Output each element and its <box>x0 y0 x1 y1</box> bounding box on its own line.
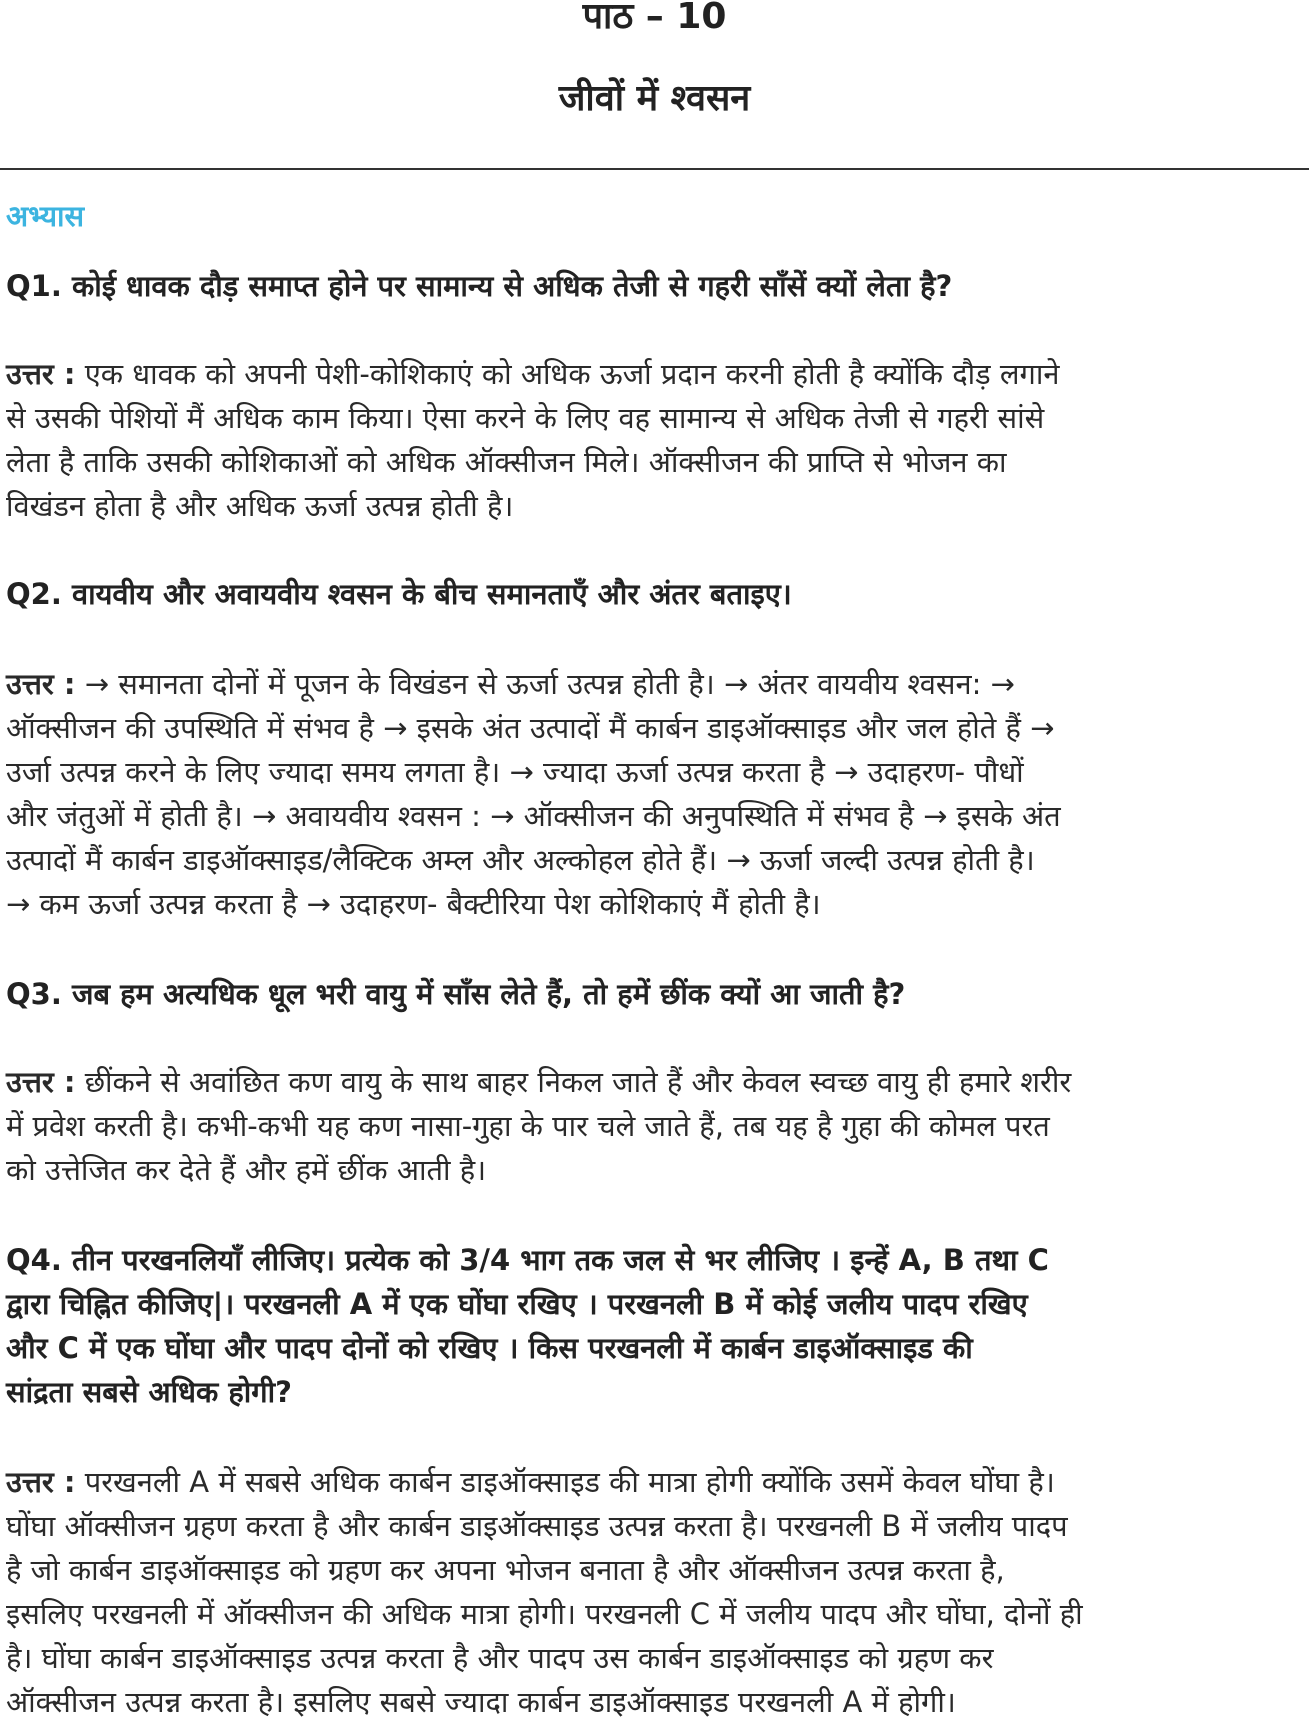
answer-line: घोंघा ऑक्सीजन ग्रहण करता है और कार्बन डाइऑक्साइड उत्पन्न करता है। परखनली B में जलीय पादप <box>6 1509 1068 1543</box>
answer-3 <box>6 1060 1306 1192</box>
answer-1 <box>6 352 1306 528</box>
answer-label: उत्तर : <box>6 1465 76 1499</box>
question-line: Q4. तीन परखनलियाँ लीजिए। प्रत्येक को 3/4 भाग तक जल से भर लीजिए । इन्हें A, B तथा C <box>6 1243 1049 1277</box>
answer-line: ऑक्सीजन की उपस्थिति में संभव है → इसके अंत उत्पादों मैं कार्बन डाइऑक्साइड और जल होते हैं → <box>6 711 1055 745</box>
question-line: Q1. कोई धावक दौड़ समाप्त होने पर सामान्य से अधिक तेजी से गहरी साँसें क्यों लेता है? <box>6 269 953 303</box>
question-line: और C में एक घोंघा और पादप दोनों को रखिए । किस परखनली में कार्बन डाइऑक्साइड की <box>6 1331 973 1365</box>
answer-line: में प्रवेश करती है। कभी-कभी यह कण नासा-गुहा के पार चले जाते हैं, तब यह है गुहा की कोमल परत <box>6 1109 1050 1143</box>
answer-text: → समानता दोनों में पूजन के विखंडन से ऊर्जा उत्पन्न होती है। → अंतर वायवीय श्वसन: → <box>75 667 1015 701</box>
answer-line: ऑक्सीजन उत्पन्न करता है। इसलिए सबसे ज्यादा कार्बन डाइऑक्साइड परखनली A में होगी। <box>6 1685 956 1719</box>
question-1 <box>6 264 1306 308</box>
answer-line: → कम ऊर्जा उत्पन्न करता है → उदाहरण- बैक्टीरिया पेश कोशिकाएं मैं होती है। <box>6 887 821 921</box>
answer-text: परखनली A में सबसे अधिक कार्बन डाइऑक्साइड की मात्रा होगी क्योंकि उसमें केवल घोंघा है। <box>75 1465 1055 1499</box>
answer-label: उत्तर : <box>6 357 76 391</box>
chapter-number: पाठ – 10 <box>582 0 727 37</box>
answer-line: विखंडन होता है और अधिक ऊर्जा उत्पन्न होती है। <box>6 489 514 523</box>
question-line: द्वारा चिह्नित कीजिए|। परखनली A में एक घोंघा रखिए । परखनली B में कोई जलीय पादप रखिए <box>6 1287 1028 1321</box>
answer-line: है। घोंघा कार्बन डाइऑक्साइड उत्पन्न करता है और पादप उस कार्बन डाइऑक्साइड को ग्रहण कर <box>6 1641 994 1675</box>
answer-line <box>6 1060 1306 1104</box>
answer-line: है जो कार्बन डाइऑक्साइड को ग्रहण कर अपना भोजन बनाता है और ऑक्सीजन उत्पन्न करता है, <box>6 1553 1005 1587</box>
answer-text: एक धावक को अपनी पेशी-कोशिकाएं को अधिक ऊर्जा प्रदान करनी होती है क्योंकि दौड़ लगाने <box>75 357 1060 391</box>
answer-label: उत्तर : <box>6 1065 76 1099</box>
question-2 <box>6 572 1306 616</box>
question-line: Q3. जब हम अत्यधिक धूल भरी वायु में साँस लेते हैं, तो हमें छींक क्यों आ जाती है? <box>6 977 906 1011</box>
answer-line <box>6 352 1306 396</box>
answer-line: और जंतुओं में होती है। → अवायवीय श्वसन : → ऑक्सीजन की अनुपस्थिति में संभव है → इसके अंत <box>6 799 1061 833</box>
answer-line: उर्जा उत्पन्न करने के लिए ज्यादा समय लगता है। → ज्यादा ऊर्जा उत्पन्न करता है → उदाहरण- पौधों <box>6 755 1024 789</box>
divider <box>0 168 1309 170</box>
answer-line: इसलिए परखनली में ऑक्सीजन की अधिक मात्रा होगी। परखनली C में जलीय पादप और घोंघा, दोनों ही <box>6 1597 1083 1631</box>
question-4 <box>6 1238 1306 1414</box>
answer-line: लेता है ताकि उसकी कोशिकाओं को अधिक ऑक्सीजन मिले। ऑक्सीजन की प्राप्ति से भोजन का <box>6 445 1007 479</box>
answer-line: से उसकी पेशियों मैं अधिक काम किया। ऐसा करने के लिए वह सामान्य से अधिक तेजी से गहरी सांसे <box>6 401 1045 435</box>
question-line: Q2. वायवीय और अवायवीय श्वसन के बीच समानताएँ और अंतर बताइए। <box>6 577 792 611</box>
chapter-title: जीवों में श्वसन <box>558 78 751 119</box>
section-heading: अभ्यास <box>6 199 85 233</box>
question-3 <box>6 972 1306 1016</box>
answer-line <box>6 662 1306 706</box>
answer-line <box>6 1460 1306 1504</box>
answer-2 <box>6 662 1306 926</box>
answer-line: उत्पादों मैं कार्बन डाइऑक्साइड/लैक्टिक अम्ल और अल्कोहल होते हैं। → ऊर्जा जल्दी उत्पन्न होती है। <box>6 843 1035 877</box>
question-line: सांद्रता सबसे अधिक होगी? <box>6 1375 292 1409</box>
answer-label: उत्तर : <box>6 667 76 701</box>
answer-4 <box>6 1460 1306 1724</box>
answer-text: छींकने से अवांछित कण वायु के साथ बाहर निकल जाते हैं और केवल स्वच्छ वायु ही हमारे शरीर <box>75 1065 1072 1099</box>
answer-line: को उत्तेजित कर देते हैं और हमें छींक आती है। <box>6 1153 487 1187</box>
